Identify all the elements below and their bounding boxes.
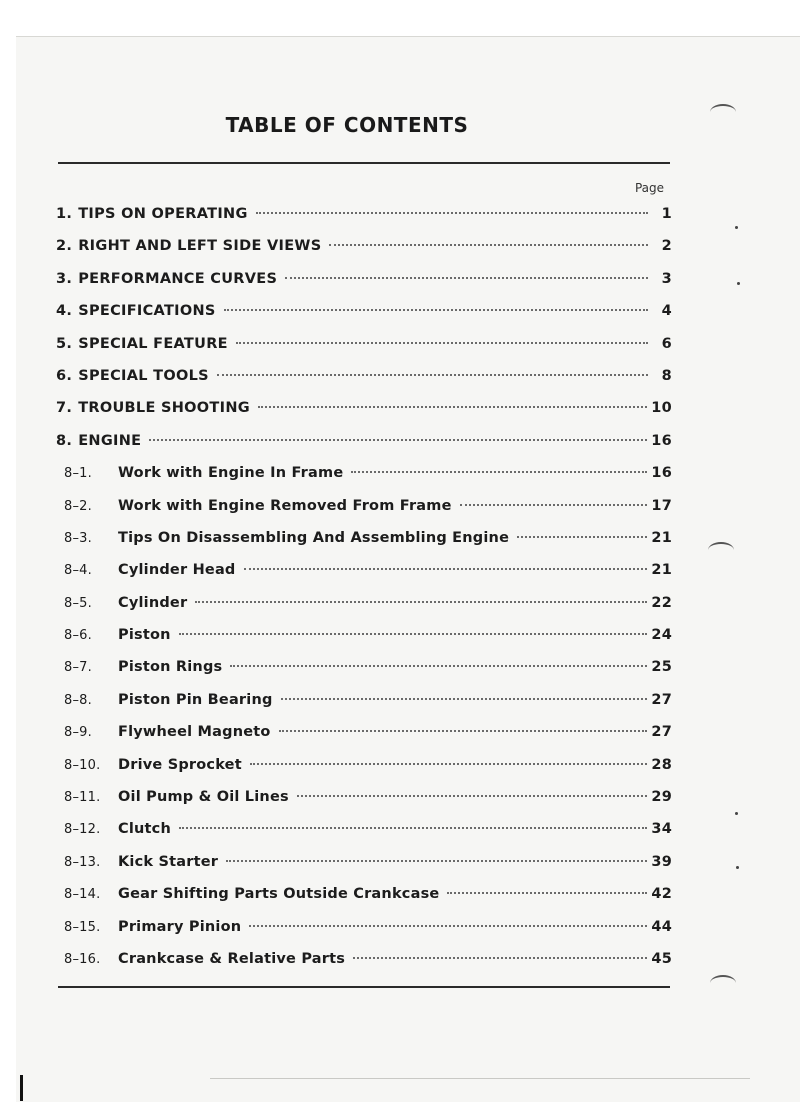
- entry-title: TROUBLE SHOOTING: [78, 400, 250, 417]
- entry-title: Tips On Disassembling And Assembling Engine: [118, 529, 510, 546]
- entry-page-number: 27: [651, 724, 672, 741]
- dot-leader: [249, 925, 647, 927]
- entry-number: 8–7.: [64, 660, 92, 676]
- scan-speck: [736, 866, 739, 869]
- entry-title: RIGHT AND LEFT SIDE VIEWS: [78, 238, 322, 255]
- entry-title: Gear Shifting Parts Outside Crankcase: [118, 886, 440, 903]
- entry-page-number: 8: [661, 367, 672, 384]
- dot-leader: [297, 795, 648, 797]
- scan-bottom-line: [210, 1078, 750, 1079]
- dot-leader: [353, 957, 647, 959]
- entry-title: Crankcase & Relative Parts: [118, 950, 346, 967]
- entry-page-number: 34: [651, 821, 672, 838]
- entry-number: 1.: [56, 206, 73, 222]
- entry-number: 8–16.: [64, 951, 101, 967]
- dot-leader: [250, 763, 648, 765]
- dot-leader: [256, 212, 648, 214]
- entry-number: 8–15.: [64, 919, 101, 935]
- dot-leader: [329, 244, 648, 246]
- entry-title: ENGINE: [78, 432, 142, 449]
- entry-number: 8–14.: [64, 887, 101, 903]
- toc-subentry: [56, 848, 672, 880]
- binder-hole-mark-top: [710, 104, 736, 120]
- dot-leader: [149, 439, 647, 441]
- dot-leader: [517, 536, 647, 538]
- toc-entry: [56, 330, 672, 362]
- entry-page-number: 24: [651, 627, 672, 644]
- entry-title: Oil Pump & Oil Lines: [118, 789, 289, 806]
- contents-list: [56, 200, 672, 977]
- toc-entry: [56, 362, 672, 394]
- entry-page-number: 29: [651, 789, 672, 806]
- entry-number: 8–13.: [64, 854, 101, 870]
- entry-number: 8–2.: [64, 498, 92, 514]
- entry-title: Flywheel Magneto: [118, 724, 271, 741]
- entry-number: 4.: [56, 303, 73, 320]
- dot-leader: [460, 504, 648, 506]
- entry-title: Cylinder: [118, 594, 188, 611]
- toc-subentry: [56, 459, 672, 491]
- entry-page-number: 16: [651, 432, 672, 449]
- toc-subentry: [56, 718, 672, 750]
- entry-page-number: 17: [651, 497, 672, 514]
- entry-page-number: 21: [651, 562, 672, 579]
- entry-page-number: 10: [651, 400, 672, 417]
- scan-edge-mark: [20, 1075, 23, 1101]
- entry-number: 8–10.: [64, 757, 101, 773]
- entry-number: 8–12.: [64, 822, 101, 838]
- entry-number: 8–3.: [64, 530, 92, 546]
- toc-subentry: [56, 556, 672, 588]
- entry-page-number: 28: [651, 756, 672, 773]
- entry-title: SPECIFICATIONS: [78, 303, 216, 320]
- entry-number: 2.: [56, 238, 73, 255]
- toc-subentry: [56, 653, 672, 685]
- toc-entry: [56, 200, 672, 232]
- page-column-label: Page: [634, 181, 664, 195]
- entry-page-number: 6: [661, 335, 672, 352]
- toc-subentry: [56, 524, 672, 556]
- entry-page-number: 4: [661, 303, 672, 320]
- entry-title: Kick Starter: [118, 853, 219, 870]
- entry-page-number: 39: [651, 853, 672, 870]
- entry-title: Piston Pin Bearing: [118, 691, 273, 708]
- toc-subentry: [56, 751, 672, 783]
- dot-leader: [285, 277, 648, 279]
- toc-entry: [56, 265, 672, 297]
- entry-page-number: 3: [661, 270, 672, 287]
- toc-entry: [56, 427, 672, 459]
- entry-title: SPECIAL FEATURE: [78, 335, 228, 352]
- scan-speck: [737, 282, 740, 285]
- dot-leader: [447, 892, 647, 894]
- entry-page-number: 44: [651, 918, 672, 935]
- entry-number: 8–6.: [64, 628, 92, 644]
- entry-page-number: 42: [651, 886, 672, 903]
- entry-title: SPECIAL TOOLS: [78, 367, 209, 384]
- dot-leader: [258, 406, 647, 408]
- toc-subentry: [56, 880, 672, 912]
- toc-subentry: [56, 783, 672, 815]
- entry-number: 8–1.: [64, 466, 92, 482]
- dot-leader: [281, 698, 648, 700]
- toc-subentry: [56, 945, 672, 977]
- entry-page-number: 27: [651, 691, 672, 708]
- entry-page-number: 22: [651, 594, 672, 611]
- toc-subentry: [56, 492, 672, 524]
- dot-leader: [351, 471, 647, 473]
- dot-leader: [179, 633, 648, 635]
- entry-title: Clutch: [118, 821, 171, 838]
- entry-number: 8–11.: [64, 790, 101, 806]
- dot-leader: [226, 860, 647, 862]
- dot-leader: [224, 309, 648, 311]
- dot-leader: [244, 568, 648, 570]
- entry-title: Piston Rings: [118, 659, 223, 676]
- entry-title: Work with Engine In Frame: [118, 465, 344, 482]
- entry-page-number: 16: [651, 465, 672, 482]
- scan-speck: [735, 812, 738, 815]
- entry-page-number: 1: [661, 206, 672, 222]
- entry-title: Cylinder Head: [118, 562, 236, 579]
- entry-number: 6.: [56, 367, 73, 384]
- entry-number: 5.: [56, 335, 73, 352]
- entry-number: 8.: [56, 432, 73, 449]
- entry-number: 8–9.: [64, 725, 92, 741]
- toc-subentry: [56, 815, 672, 847]
- top-rule: [58, 162, 670, 164]
- entry-title: Work with Engine Removed From Frame: [118, 497, 452, 514]
- toc-entry: [56, 232, 672, 264]
- dot-leader: [236, 342, 648, 344]
- entry-title: Primary Pinion: [118, 918, 242, 935]
- dot-leader: [217, 374, 648, 376]
- entry-number: 8–4.: [64, 563, 92, 579]
- toc-entry: [56, 394, 672, 426]
- entry-title: PERFORMANCE CURVES: [78, 270, 278, 287]
- entry-page-number: 45: [651, 950, 672, 967]
- toc-subentry: [56, 913, 672, 945]
- binder-hole-mark-bottom: [710, 975, 736, 991]
- binder-hole-mark-middle: [708, 542, 734, 558]
- entry-title: Drive Sprocket: [118, 756, 242, 773]
- dot-leader: [179, 827, 647, 829]
- entry-page-number: 25: [651, 659, 672, 676]
- dot-leader: [230, 665, 647, 667]
- entry-title: Piston: [118, 627, 171, 644]
- page-title: TABLE OF CONTENTS: [225, 113, 469, 138]
- entry-page-number: 21: [651, 529, 672, 546]
- toc-subentry: [56, 686, 672, 718]
- entry-page-number: 2: [661, 238, 672, 255]
- entry-number: 8–5.: [64, 595, 92, 611]
- scan-speck: [735, 226, 738, 229]
- entry-number: 7.: [56, 400, 73, 417]
- toc-subentry: [56, 589, 672, 621]
- bottom-rule: [58, 986, 670, 988]
- entry-title: TIPS ON OPERATING: [78, 206, 248, 222]
- dot-leader: [279, 730, 648, 732]
- toc-entry: [56, 297, 672, 329]
- entry-number: 3.: [56, 270, 73, 287]
- toc-subentry: [56, 621, 672, 653]
- dot-leader: [195, 601, 647, 603]
- entry-number: 8–8.: [64, 692, 92, 708]
